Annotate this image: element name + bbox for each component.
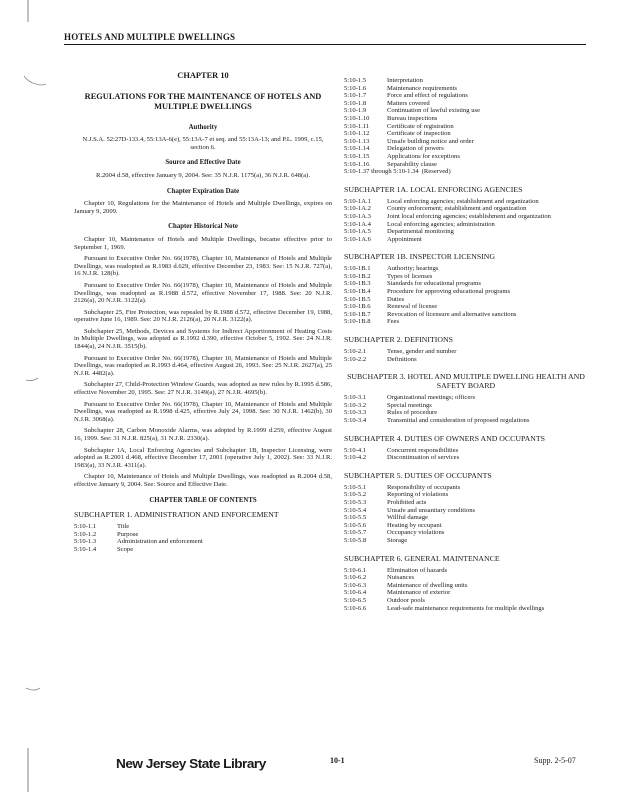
toc-section-title: Maintenance requirements — [387, 84, 458, 92]
subchapter-heading: SUBCHAPTER 2. DEFINITIONS — [344, 335, 453, 345]
toc-section-title: (Reserved) — [421, 168, 451, 176]
toc-entry — [344, 273, 588, 281]
expiration-text: Chapter 10, Regulations for the Maintenance of Hotels and Multiple Dwellings, expires on January 9, 2009. — [74, 200, 332, 215]
toc-section-number: 5:10-5.3 — [344, 498, 367, 506]
toc-entry — [344, 100, 588, 108]
toc-section-title: Lead-safe maintenance requirements for multiple dwellings — [387, 604, 545, 612]
subchapter-heading: SUBCHAPTER 5. DUTIES OF OCCUPANTS — [344, 470, 492, 480]
toc-section-number: 5:10-1B.5 — [344, 295, 371, 303]
left-column — [74, 72, 332, 554]
toc-section-title: Prohibited acts — [387, 498, 427, 506]
toc-section-title: Maintenance of dwelling units — [387, 581, 468, 589]
history-paragraph: Subchapter 25, Methods, Devices and Systems for Indirect Apportionment of Heating Costs in Multiple Dwellings, was adopted as R.1992 d.390, effective October 5, 1992. See: 24 N.J.R. 1844(a), 24 N.J.R. 3515(b). — [74, 327, 332, 351]
authority-text: N.J.S.A. 52:27D-133.4, 55:13A-6(e), 55:13A-7 et seq. and 55:13A-13; and P.L. 1999, c.15, section 6. — [82, 136, 324, 151]
toc-entry — [344, 303, 588, 311]
history-paragraph: Pursuant to Executive Order No. 66(1978), Chapter 10, Maintenance of Hotels and Multiple Dwellings, was readopted as R.1988 d.572, effective November 17, 1988. See: 20 N.J.R. 2126(a), 20 N.J.R. 3122(a). — [74, 281, 332, 305]
toc-entry — [344, 417, 588, 425]
toc-section-number: 5:10-2.1 — [344, 348, 367, 356]
toc-entry — [344, 168, 588, 176]
toc-section-number: 5:10-5.1 — [344, 483, 367, 491]
source-heading: Source and Effective Date — [165, 159, 241, 167]
toc-section-number: 5:10-1.3 — [74, 538, 97, 546]
toc-entry — [344, 213, 588, 221]
toc-section-title: Concurrent responsibilities — [387, 446, 459, 454]
history-heading: Chapter Historical Note — [168, 223, 238, 231]
toc-entry — [344, 356, 588, 364]
toc-entry — [344, 484, 588, 492]
toc-section-number: 5:10-3.3 — [344, 409, 367, 417]
toc-right — [344, 185, 588, 612]
toc-section-title: Definitions — [387, 355, 417, 363]
toc-section-number: 5:10-1.2 — [74, 530, 97, 538]
toc-section-number: 5:10-1A.6 — [344, 235, 371, 243]
toc-section-number: 5:10-1B.3 — [344, 280, 371, 288]
toc-section-title: Local enforcing agencies; establishment and organization — [387, 197, 539, 205]
toc-section-number: 5:10-3.4 — [344, 417, 367, 424]
toc-entry — [344, 85, 588, 93]
toc-section-title: Appointment — [387, 235, 422, 243]
toc-entry — [344, 280, 588, 288]
toc-entry — [344, 107, 588, 115]
subchapter-heading: SUBCHAPTER 1B. INSPECTOR LICENSING — [344, 252, 496, 262]
toc-section-number: 5:10-1B.6 — [344, 303, 371, 311]
toc-section-number: 5:10-1B.7 — [344, 310, 371, 318]
toc-section-title: Duties — [387, 295, 405, 303]
toc-section-title: Authority; hearings — [387, 265, 439, 273]
toc-section-title: Joint local enforcing agencies; establishment and organization — [387, 212, 551, 220]
toc-section-number: 5:10-6.6 — [344, 604, 367, 612]
toc-section-title: Procedure for approving educational programs — [387, 288, 511, 296]
running-header: HOTELS AND MULTIPLE DWELLINGS — [64, 32, 236, 42]
toc-section-title: Applications for exceptions — [387, 152, 460, 160]
toc-entry — [344, 161, 588, 169]
toc-section-number: 5:10-1.13 — [344, 137, 370, 145]
authority-heading: Authority — [188, 123, 218, 131]
history-paragraph: Pursuant to Executive Order No. 66(1978), Chapter 10, Maintenance of Hotels and Multiple Dwellings, was readopted as R.1993 d.464, effective August 26, 1993. See: 25 N.J.R. 2627(a), 25 N.J.R. 4482(a). — [74, 354, 332, 377]
toc-entry — [344, 115, 588, 123]
toc-section-number: 5:10-2.2 — [344, 355, 367, 363]
toc-entry — [74, 531, 332, 539]
toc-entry — [344, 236, 588, 244]
toc-entry — [344, 138, 588, 146]
toc-entry — [344, 145, 588, 153]
toc-section-number: 5:10-1A.1 — [344, 197, 371, 205]
toc-section-title: Continuation of lawful existing use — [387, 107, 481, 115]
subchapter-heading: SUBCHAPTER 1A. LOCAL ENFORCING AGENCIES — [344, 184, 523, 194]
toc-section-title: Elimination of hazards — [387, 566, 448, 574]
toc-entry — [344, 402, 588, 410]
header-rule — [64, 44, 586, 45]
toc-section-title: Discontinuation of services — [387, 454, 460, 462]
toc-section-title: Delegation of powers — [387, 145, 444, 153]
toc-section-number: 5:10-1.6 — [344, 84, 367, 92]
toc-entry — [344, 522, 588, 530]
toc-entry — [344, 409, 588, 417]
toc-continued-list — [344, 77, 588, 176]
source-text: R.2004 d.58, effective January 9, 2004. See: 35 N.J.R. 1175(a), 36 N.J.R. 648(a). — [95, 171, 311, 179]
toc-entry — [344, 221, 588, 229]
history-paragraph: Subchapter 28, Carbon Monoxide Alarms, was adopted by R.1999 d.259, effective August 16, 1999. See: 31 N.J.R. 825(a), 31 N.J.R. 2330(a). — [74, 427, 332, 442]
toc-section-number: 5:10-1B.2 — [344, 272, 371, 280]
toc-section-number: 5:10-1.5 — [344, 77, 367, 84]
toc-entry — [344, 507, 588, 515]
toc-section-number: 5:10-1.4 — [74, 545, 97, 553]
toc-section-number: 5:10-5.6 — [344, 521, 367, 529]
history-paragraph: Pursuant to Executive Order No. 66(1978), Chapter 10, Maintenance of Hotels and Multiple Dwellings, was readopted as R.1983 d.629, effective December 23, 1983. See: 15 N.J.R. 727(a), 16 N.J.R. 128(b). — [74, 255, 332, 278]
toc-section-title: Departmental monitoring — [387, 228, 454, 236]
toc-entry — [344, 394, 588, 402]
toc-section-title: Certificate of registration — [387, 122, 454, 130]
toc-section-number: 5:10-1A.5 — [344, 228, 371, 236]
toc-entry — [344, 605, 588, 613]
toc-section-number: 5:10-1B.4 — [344, 288, 371, 296]
toc-entry — [344, 77, 588, 85]
toc-entry — [344, 589, 588, 597]
toc-section-number: 5:10-6.4 — [344, 589, 367, 597]
toc-section-title: County enforcement; establishment and organization — [387, 205, 527, 213]
toc-entry — [344, 130, 588, 138]
history-paragraph: Chapter 10, Maintenance of Hotels and Multiple Dwellings, was readopted as R.2004 d.58, effective January 9, 2004. See: Source and Effective Date. — [74, 473, 332, 488]
history-paragraph: Chapter 10, Maintenance of Hotels and Multiple Dwellings, became effective prior to September 1, 1969. — [74, 235, 332, 251]
toc-entry — [344, 491, 588, 499]
toc-section-title: Tense, gender and number — [387, 348, 457, 356]
toc-section-title: Separability clause — [387, 160, 437, 168]
toc-section-number: 5:10-1.9 — [344, 107, 367, 115]
history-paragraph: Subchapter 1A, Local Enforcing Agencies and Subchapter 1B, Inspector Licensing, were adopted as R.2001 d.468, effective December 17, 2001 (operative July 1, 2002). See: 33 N.J.R. 1983(a), 33 N.J.R. 4311(a). — [74, 446, 332, 469]
toc-section-number: 5:10-5.7 — [344, 529, 367, 537]
toc-entry — [344, 205, 588, 213]
toc-section-number: 5:10-1.16 — [344, 160, 370, 168]
toc-entry — [344, 296, 588, 304]
toc-section-number: 5:10-1A.2 — [344, 205, 371, 213]
toc-entry — [344, 198, 588, 206]
library-stamp: New Jersey State Library — [116, 756, 266, 771]
toc-section-title: Renewal of license — [387, 303, 438, 311]
toc-section-number: 5:10-1.14 — [344, 145, 370, 153]
right-column — [344, 77, 588, 612]
toc-section-number: 5:10-5.4 — [344, 506, 367, 514]
toc-entry — [344, 567, 588, 575]
supplement-date: Supp. 2-5-07 — [534, 756, 576, 765]
toc-section-title: Revocation of licensure and alternative sanctions — [387, 310, 517, 318]
expiration-heading: Chapter Expiration Date — [166, 187, 240, 195]
toc-section-number: 5:10-4.1 — [344, 446, 367, 454]
toc-section-number: 5:10-1.15 — [344, 152, 370, 160]
toc-entry — [344, 153, 588, 161]
toc-entry — [344, 318, 588, 326]
toc-entry — [344, 228, 588, 236]
subchapter-heading: SUBCHAPTER 4. DUTIES OF OWNERS AND OCCUPANTS — [344, 433, 545, 443]
toc-section-title: Types of licenses — [387, 272, 433, 280]
toc-entry — [344, 582, 588, 590]
toc-section-title: Fees — [387, 318, 400, 326]
toc-section-number: 5:10-3.2 — [344, 401, 367, 409]
toc-section-number: 5:10-1.12 — [344, 130, 370, 138]
toc-entry — [344, 499, 588, 507]
toc-section-title: Responsibility of occupants — [387, 483, 461, 491]
toc-section-title: Local enforcing agencies; administration — [387, 220, 495, 228]
toc-section-title: Nuisances — [387, 574, 415, 582]
toc-section-title: Unsafe and unsanitary conditions — [387, 506, 476, 514]
toc-section-title: Administration and enforcement — [117, 538, 203, 546]
toc-section-title: Special meetings — [387, 401, 432, 409]
subchapter-heading: SUBCHAPTER 6. GENERAL MAINTENANCE — [344, 553, 500, 563]
toc-entry — [344, 311, 588, 319]
toc-section-number: 5:10-1.8 — [344, 99, 367, 107]
history-paragraph: Subchapter 25, Fire Protection, was repealed by R.1988 d.572, effective December 19, 1988, operative June 16, 1989. See: 20 N.J.R. 2126(a), 20 N.J.R. 3122(a). — [74, 308, 332, 324]
scan-margin-marks — [0, 0, 60, 800]
subchapter-heading: SUBCHAPTER 3. HOTEL AND MULTIPLE DWELLING HEALTH AND SAFETY BOARD — [347, 372, 585, 391]
toc-entry — [74, 538, 332, 546]
toc-section-title: Unsafe building notice and order — [387, 137, 474, 145]
toc-entry — [74, 523, 332, 531]
toc-entry — [344, 514, 588, 522]
page-number: 10-1 — [330, 756, 345, 765]
toc-section-title: Rules of procedure — [387, 409, 438, 417]
toc-section-number: 5:10-1.37 through 5:10-1.34 — [344, 168, 419, 176]
toc-entry — [344, 265, 588, 273]
toc-section-title: Title — [117, 523, 130, 531]
history-paragraph: Pursuant to Executive Order No. 66(1978), Chapter 10, Maintenance of Hotels and Multiple Dwellings, was readopted as R.1998 d.425, effective July 24, 1998. See: 30 N.J.R. 1462(b), 30 N.J.R. 3068(a). — [74, 400, 332, 423]
toc-section-number: 5:10-1.10 — [344, 114, 370, 122]
toc-section-title: Interpretation — [387, 77, 423, 84]
toc-section-number: 5:10-3.1 — [344, 394, 367, 402]
history-paragraph: Subchapter 27, Child-Protection Window Guards, was adopted as new rules by R.1995 d.586, effective November 20, 1995. See: 27 N.J.R. 3149(a), 27 N.J.R. 4695(b). — [74, 381, 332, 397]
toc-section-title: Standards for educational programs — [387, 280, 481, 288]
toc-section-title: Reporting of violations — [387, 491, 449, 499]
toc-section-number: 5:10-6.5 — [344, 596, 367, 604]
toc-section-number: 5:10-6.1 — [344, 566, 367, 574]
toc-section-number: 5:10-6.2 — [344, 574, 367, 582]
toc-section-title: Outdoor pools — [387, 596, 425, 604]
toc-section-number: 5:10-1.7 — [344, 92, 367, 100]
toc-entry — [344, 529, 588, 537]
toc-entry — [344, 288, 588, 296]
toc-section-number: 5:10-1B.8 — [344, 318, 371, 326]
toc-section-title: Force and effect of regulations — [387, 92, 468, 100]
toc-section-number: 5:10-4.2 — [344, 454, 367, 462]
history-notes — [74, 236, 332, 489]
toc-section-number: 5:10-1A.4 — [344, 220, 371, 228]
toc-section-title: Transmittal and consideration of proposed regulations — [387, 417, 530, 424]
toc-entry — [344, 454, 588, 462]
toc-section-number: 5:10-6.3 — [344, 581, 367, 589]
toc-left — [74, 510, 332, 553]
toc-section-title: Heating by occupant — [387, 521, 442, 529]
toc-section-title: Willful damage — [387, 514, 428, 522]
chapter-title: REGULATIONS FOR THE MAINTENANCE OF HOTELS AND MULTIPLE DWELLINGS — [84, 91, 322, 112]
subchapter-heading: SUBCHAPTER 1. ADMINISTRATION AND ENFORCEMENT — [74, 510, 279, 520]
toc-section-number: 5:10-5.8 — [344, 536, 367, 544]
toc-entry — [74, 546, 332, 554]
toc-section-title: Storage — [387, 536, 408, 544]
toc-entry — [344, 123, 588, 131]
toc-section-number: 5:10-5.5 — [344, 514, 367, 522]
toc-section-title: Scope — [117, 545, 134, 553]
toc-section-title: Occupancy violations — [387, 529, 445, 537]
toc-section-number: 5:10-1A.3 — [344, 212, 371, 220]
toc-entry — [344, 537, 588, 545]
toc-entry — [344, 447, 588, 455]
toc-heading: CHAPTER TABLE OF CONTENTS — [149, 496, 257, 504]
toc-entry — [344, 597, 588, 605]
toc-section-title: Certificate of inspection — [387, 130, 451, 138]
toc-section-title: Maintenance of exterior — [387, 589, 451, 597]
toc-section-title: Matters covered — [387, 99, 430, 107]
toc-section-number: 5:10-1B.1 — [344, 265, 371, 273]
toc-section-title: Organizational meetings; officers — [387, 394, 476, 402]
toc-entry — [344, 348, 588, 356]
toc-section-title: Purpose — [117, 530, 139, 538]
toc-entry — [344, 92, 588, 100]
chapter-label: CHAPTER 10 — [177, 71, 229, 80]
toc-section-title: Bureau inspections — [387, 114, 438, 122]
toc-section-number: 5:10-1.1 — [74, 523, 97, 531]
toc-section-number: 5:10-5.2 — [344, 491, 367, 499]
toc-entry — [344, 574, 588, 582]
toc-section-number: 5:10-1.11 — [344, 122, 370, 130]
